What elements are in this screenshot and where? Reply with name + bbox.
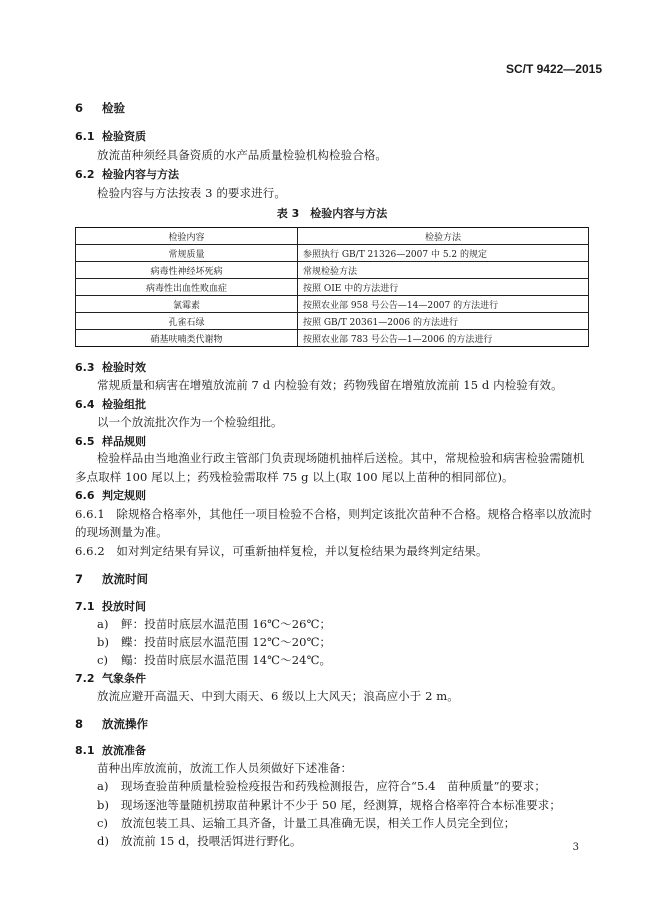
section-title: 放流准备 — [102, 744, 146, 757]
section-title: 放流时间 — [102, 572, 148, 586]
list-item — [97, 833, 302, 849]
table-cell: 孔雀石绿 — [76, 313, 298, 330]
section-number: 7.1 — [75, 600, 95, 613]
list-item — [97, 616, 331, 632]
list-text: 放流包装工具、运输工具齐备，计量工具准确无误，相关工作人员完全到位； — [121, 816, 516, 830]
section-7-heading — [75, 571, 148, 587]
section-title: 判定规则 — [102, 489, 146, 502]
list-text: 现场逐池等量随机捞取苗种累计不少于 50 尾，经测算，规格合格率符合本标准要求； — [121, 798, 561, 812]
section-number: 8.1 — [75, 744, 95, 757]
section-number: 6.2 — [75, 168, 95, 181]
table-caption: 表 3 检验内容与方法 — [276, 207, 388, 220]
table-row — [76, 296, 589, 313]
section-6-5-heading — [75, 433, 146, 449]
section-7-2-text: 放流应避开高温天、中到大雨天、6 级以上大风天；浪高应小于 2 m。 — [97, 689, 459, 703]
table-cell: 按照 OIE 中的方法进行 — [298, 279, 589, 296]
section-title: 检验资质 — [102, 130, 146, 143]
section-number: 6.4 — [75, 398, 95, 411]
section-6-3-heading — [75, 359, 146, 375]
list-label: a) — [97, 617, 109, 631]
section-title: 气象条件 — [102, 672, 146, 685]
section-6-6-heading — [75, 487, 146, 503]
list-text: 鳎：投苗时底层水温范围 14℃～24℃。 — [121, 653, 332, 667]
section-number: 6.6 — [75, 489, 95, 502]
section-6-6-1-line-2: 的现场测量为准。 — [75, 525, 168, 539]
table-cell: 氯霉素 — [76, 296, 298, 313]
table-cell: 按照农业部 958 号公告—14—2007 的方法进行 — [298, 296, 589, 313]
section-number: 7.2 — [75, 672, 95, 685]
section-7-1-heading — [75, 598, 146, 614]
list-label: a) — [97, 779, 109, 793]
list-item — [97, 778, 546, 794]
section-6-2-text: 检验内容与方法按表 3 的要求进行。 — [97, 186, 286, 200]
section-6-6-1-line-1: 6.6.1 除规格合格率外，其他任一项目检验不合格，则判定该批次苗种不合格。规格合格率以放流时 — [75, 507, 592, 521]
section-6-1-text: 放流苗种须经具备资质的水产品质量检验机构检验合格。 — [97, 148, 387, 162]
section-6-2-heading — [75, 166, 179, 182]
section-number: 6.5 — [75, 435, 95, 448]
section-number: 6 — [75, 101, 84, 115]
section-title: 投放时间 — [102, 600, 146, 613]
page-number: 3 — [572, 842, 579, 853]
section-6-5-line-1: 检验样品由当地渔业行政主管部门负责现场随机抽样后送检。其中，常规检验和病害检验需随机 — [97, 451, 585, 465]
section-title: 检验组批 — [102, 398, 146, 411]
list-label: c) — [97, 816, 109, 830]
list-item — [97, 797, 561, 813]
section-title: 放流操作 — [102, 717, 148, 731]
list-text: 放流前 15 d，投喂活饵进行野化。 — [121, 834, 302, 848]
section-6-heading — [75, 100, 125, 116]
section-8-heading — [75, 716, 148, 732]
table-cell: 病毒性神经坏死病 — [76, 262, 298, 279]
table-cell: 参照执行 GB/T 21326—2007 中 5.2 的规定 — [298, 245, 589, 262]
list-item — [97, 634, 331, 650]
section-6-4-text: 以一个放流批次作为一个检验组批。 — [97, 415, 283, 429]
list-label: c) — [97, 653, 109, 667]
list-item — [97, 815, 515, 831]
section-title: 样品规则 — [102, 435, 146, 448]
table-cell: 按照 GB/T 20361—2006 的方法进行 — [298, 313, 589, 330]
inspection-table — [75, 227, 589, 347]
list-item — [97, 652, 331, 668]
section-7-2-heading — [75, 670, 146, 686]
table-header-cell: 检验内容 — [76, 228, 298, 245]
table-row — [76, 279, 589, 296]
section-number: 8 — [75, 717, 84, 731]
list-label: b) — [97, 635, 110, 649]
section-number: 7 — [75, 572, 84, 586]
table-cell: 硝基呋喃类代谢物 — [76, 330, 298, 347]
table-row — [76, 262, 589, 279]
table-header-row — [76, 228, 589, 245]
section-title: 检验内容与方法 — [102, 168, 179, 181]
table-row — [76, 245, 589, 262]
list-text: 鲆：投苗时底层水温范围 16℃～26℃； — [121, 617, 332, 631]
table-cell: 病毒性出血性败血症 — [76, 279, 298, 296]
section-6-5-line-2: 多点取样 100 尾以上；药残检验需取样 75 g 以上(取 100 尾以上苗种的相同部位)。 — [75, 470, 514, 484]
section-6-6-2-text: 6.6.2 如对判定结果有异议，可重新抽样复检，并以复检结果为最终判定结果。 — [75, 544, 488, 558]
standard-number: SC/T 9422—2015 — [505, 62, 602, 76]
section-8-1-heading — [75, 742, 146, 758]
section-8-1-intro: 苗种出库放流前，放流工作人员须做好下述准备： — [97, 761, 353, 775]
section-6-4-heading — [75, 396, 146, 412]
section-number: 6.1 — [75, 130, 95, 143]
section-number: 6.3 — [75, 361, 95, 374]
list-label: b) — [97, 798, 110, 812]
section-title: 检验 — [102, 101, 125, 115]
table-cell: 常规检验方法 — [298, 262, 589, 279]
list-label: d) — [97, 834, 110, 848]
table-row — [76, 313, 589, 330]
section-6-3-text: 常规质量和病害在增殖放流前 7 d 内检验有效；药物残留在增殖放流前 15 d 内检验有效。 — [97, 378, 563, 392]
section-6-1-heading — [75, 128, 146, 144]
list-text: 鲽：投苗时底层水温范围 12℃～20℃； — [121, 635, 332, 649]
list-text: 现场查验苗种质量检验检疫报告和药残检测报告，应符合“5.4 苗种质量”的要求； — [121, 779, 546, 793]
section-title: 检验时效 — [102, 361, 146, 374]
table-header-cell: 检验方法 — [298, 228, 589, 245]
table-cell: 常规质量 — [76, 245, 298, 262]
table-row — [76, 330, 589, 347]
table-cell: 按照农业部 783 号公告—1—2006 的方法进行 — [298, 330, 589, 347]
